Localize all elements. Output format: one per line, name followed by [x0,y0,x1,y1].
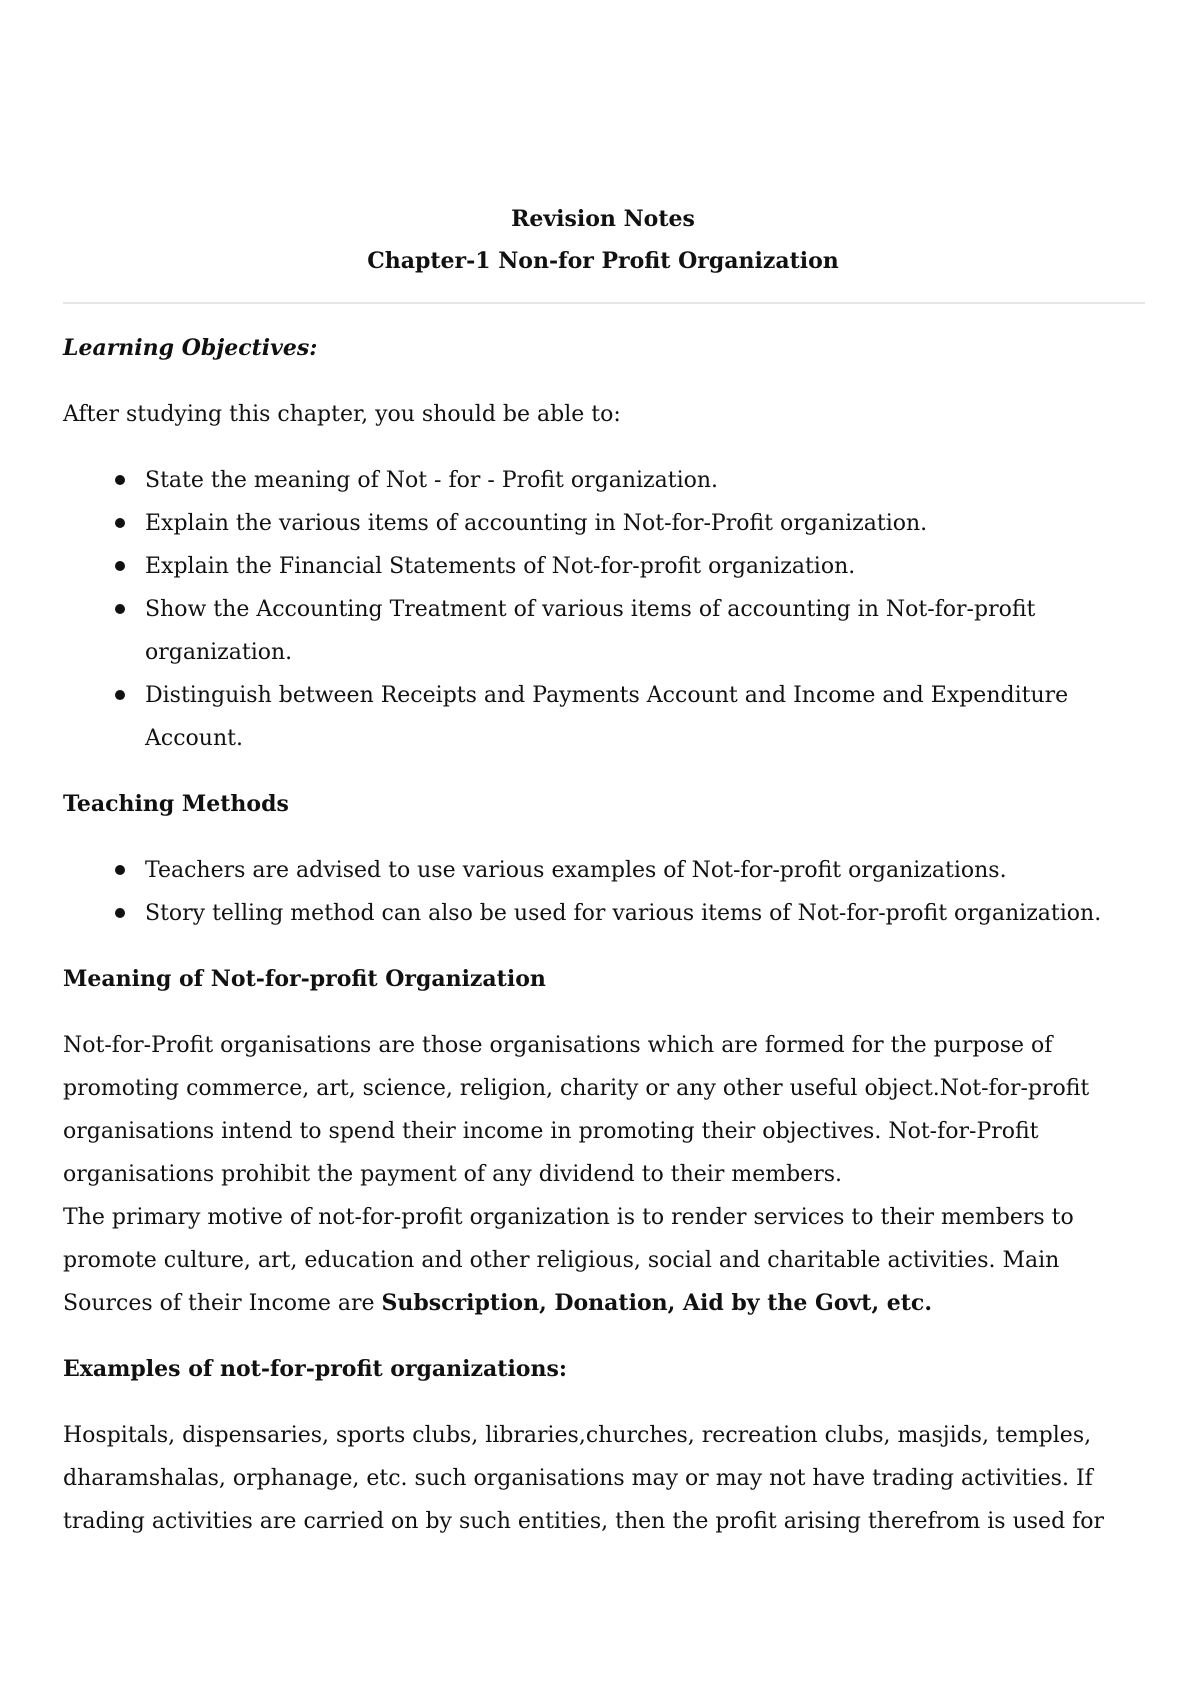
meaning-paragraph-2-text: The primary motive of not-for-profit organization is to render services to their members to promote culture, art, education and other religious, social and charitable activities. Main Sources of their Income are [63,1205,1074,1316]
list-item-text: Distinguish between Receipts and Payments Account and Income and Expenditure Account. [145,683,1069,751]
examples-paragraph: Hospitals, dispensaries, sports clubs, libraries,churches, recreation clubs, masjids, temples, dharamshalas, orphanage, etc. such organisations may or may not have trading activities. If trading activities are carried on by such entities, then the profit arising therefrom is used for [63,1423,1105,1534]
teaching-methods-heading: Teaching Methods [63,791,289,817]
list-item-text: Show the Accounting Treatment of various items of accounting in Not-for-profit organization. [145,597,1036,665]
list-item-text: State the meaning of Not - for - Profit organization. [145,468,719,493]
list-item-text: Explain the Financial Statements of Not-for-profit organization. [145,554,856,579]
bullet-icon [115,518,125,528]
teaching-methods-list [63,849,1143,935]
document-page [63,206,1143,1543]
bullet-icon [115,908,125,918]
document-title: Revision Notes [511,206,695,232]
list-item [63,674,1143,760]
learning-objectives-list [63,459,1143,760]
chapter-title: Chapter-1 Non-for Profit Organization [367,248,839,274]
bullet-icon [115,690,125,700]
bullet-icon [115,865,125,875]
title-block [63,198,1143,282]
learning-objectives-heading: Learning Objectives: [63,335,318,361]
learning-objectives-intro: After studying this chapter, you should be able to: [63,402,621,427]
list-item [63,849,1143,892]
meaning-section [63,1024,1143,1325]
list-item [63,502,1143,545]
examples-heading: Examples of not-for-profit organizations: [63,1356,567,1382]
list-item [63,459,1143,502]
list-item [63,588,1143,674]
meaning-paragraph-1: Not-for-Profit organisations are those organisations which are formed for the purpose of promoting commerce, art, science, religion, charity or any other useful object.Not-for-profit organisations intend to spend their income in promoting their objectives. Not-for-Profit organisations prohibit the payment of any dividend to their members. [63,1033,1090,1187]
list-item-text: Explain the various items of accounting in Not-for-Profit organization. [145,511,928,536]
meaning-paragraph-2 [63,1196,1143,1325]
bullet-icon [115,561,125,571]
list-item-text: Story telling method can also be used for various items of Not-for-profit organization. [145,901,1102,926]
list-item-text: Teachers are advised to use various examples of Not-for-profit organizations. [145,858,1007,883]
bullet-icon [115,604,125,614]
meaning-heading: Meaning of Not-for-profit Organization [63,966,546,992]
income-sources-emphasis: Subscription, Donation, Aid by the Govt, etc. [381,1290,932,1316]
list-item [63,892,1143,935]
header-divider [63,302,1145,304]
bullet-icon [115,475,125,485]
list-item [63,545,1143,588]
